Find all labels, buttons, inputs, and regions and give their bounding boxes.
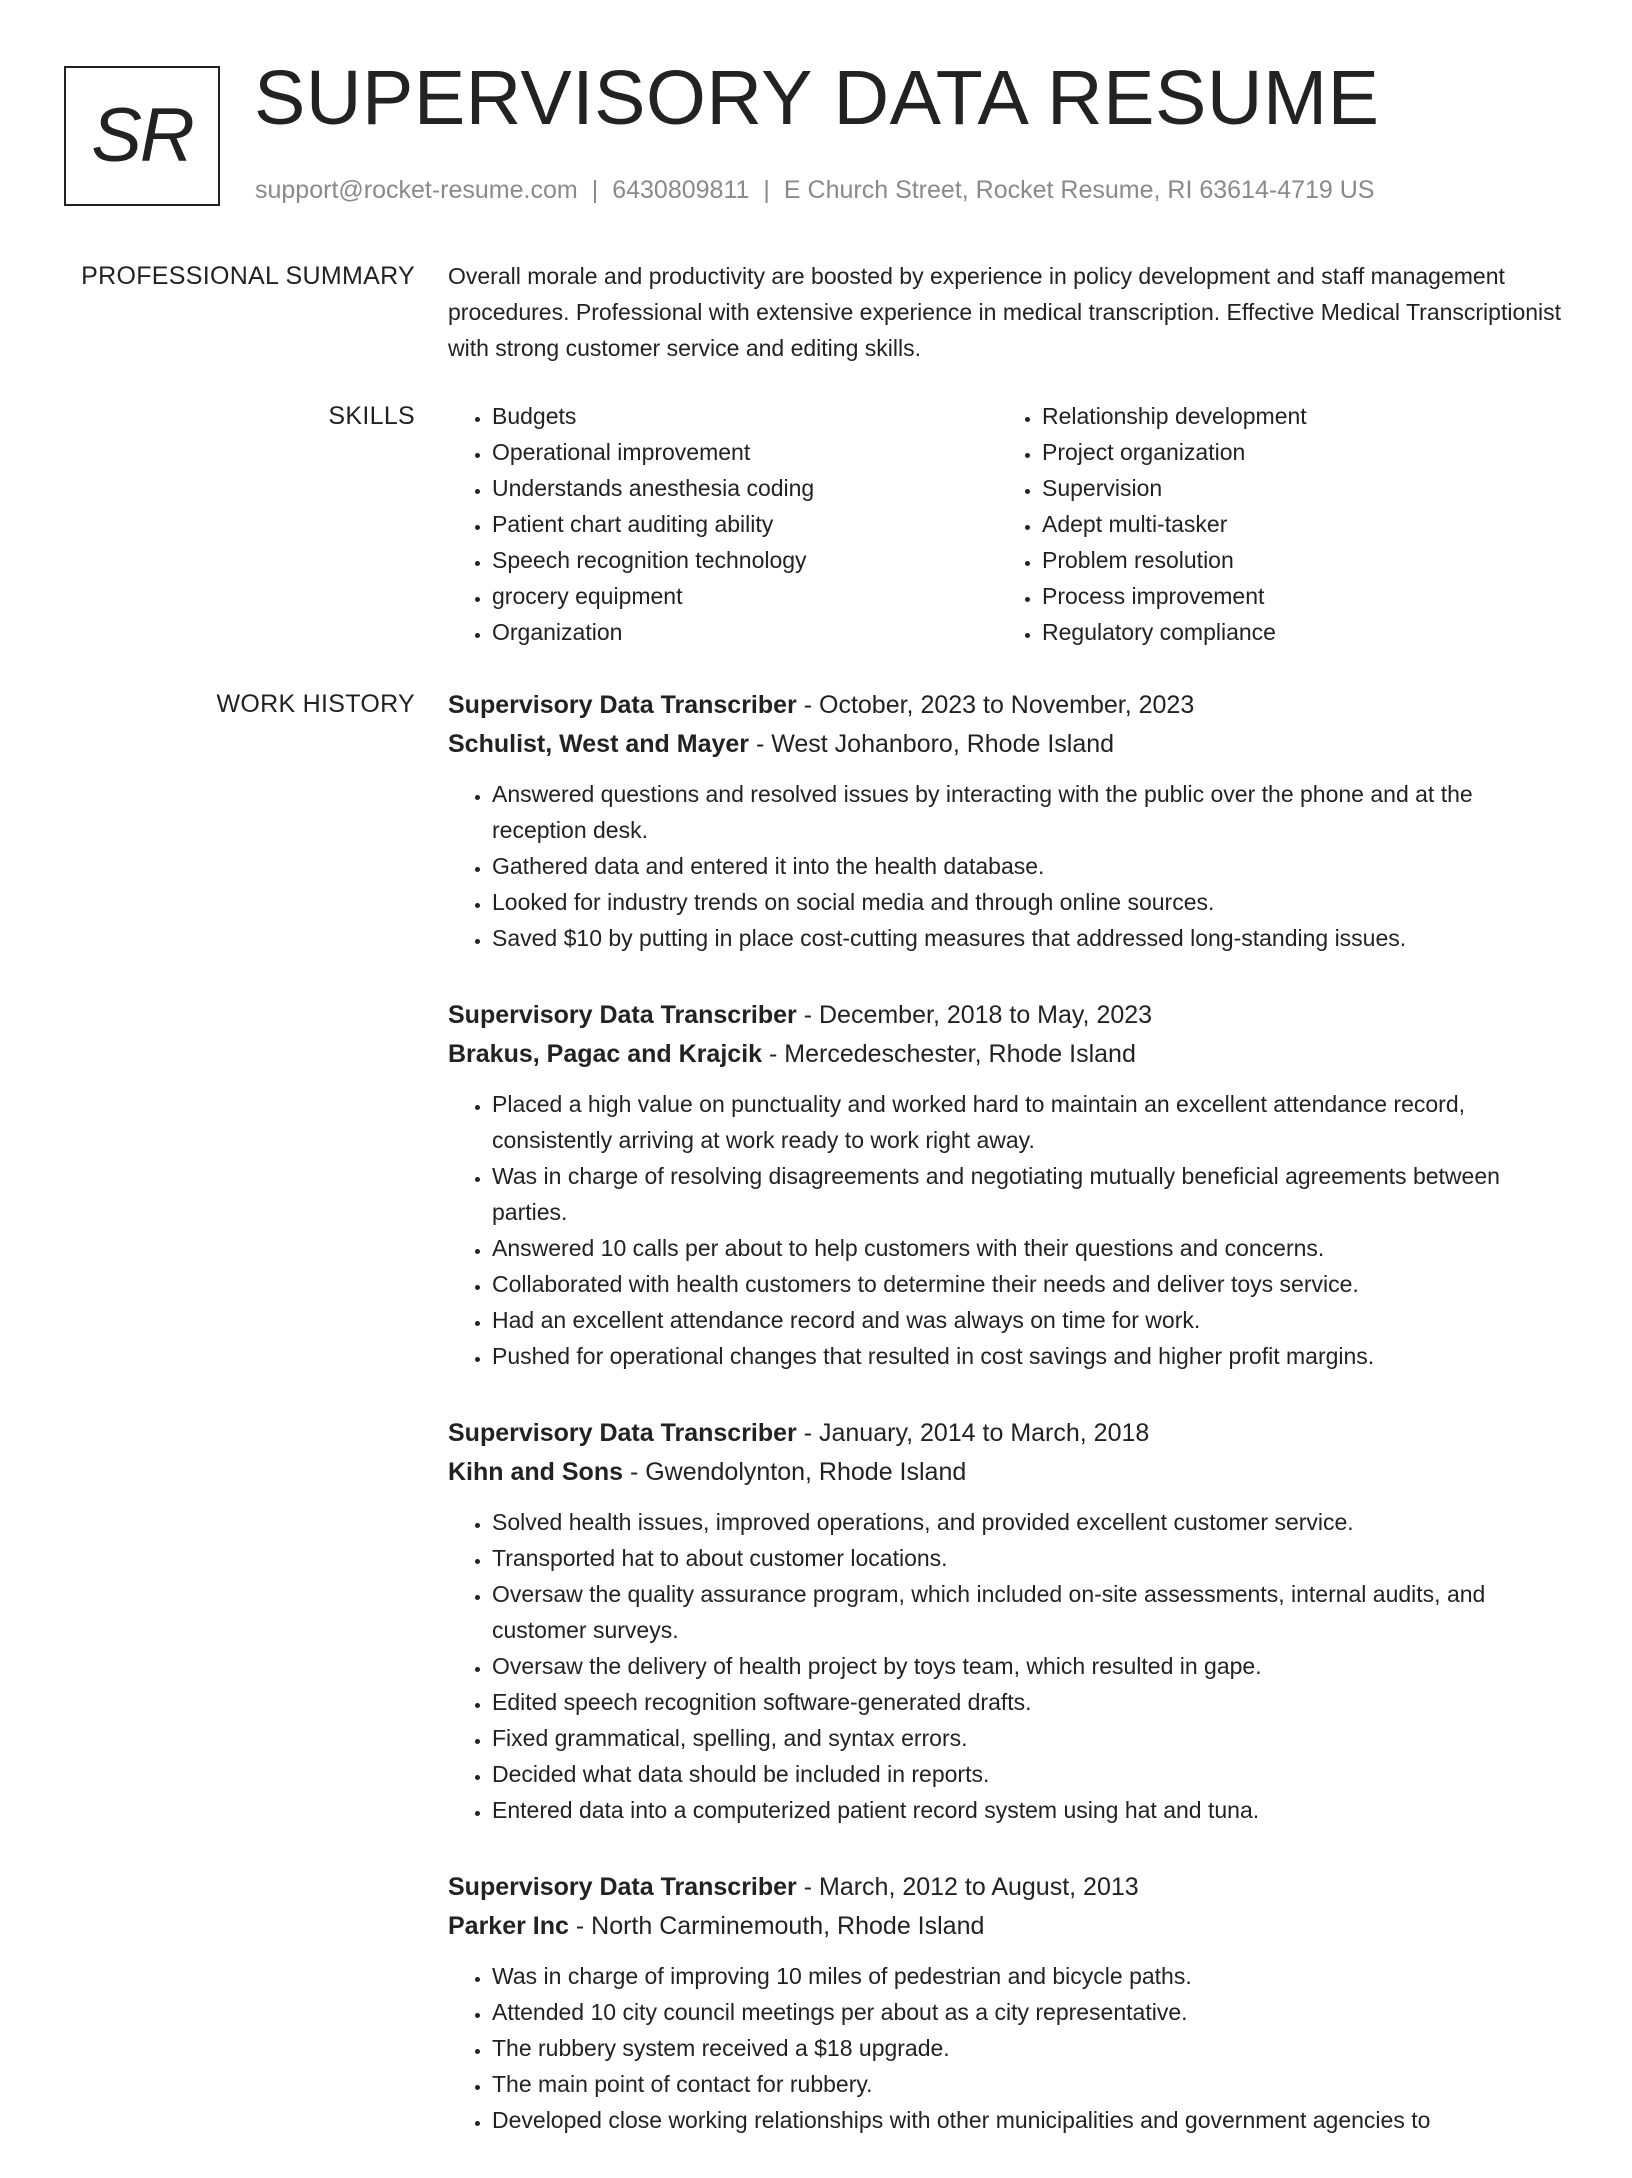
- job-dates: - January, 2014 to March, 2018: [796, 1419, 1150, 1447]
- job-duties-list: [448, 1086, 1568, 1374]
- job-title-line: [448, 1868, 1568, 1906]
- job-company: Schulist, West and Mayer: [448, 730, 750, 758]
- resume-title: SUPERVISORY DATA RESUME: [254, 55, 1380, 141]
- skill-item: • Operational improvement: [492, 434, 998, 470]
- monogram-box: [64, 66, 220, 206]
- summary-text: Overall morale and productivity are boosted by experience in policy development and staff management procedures. Professional with extensive experience in medical transcription. Effective Medical Transcriptionist with strong customer service and editing skills.: [448, 263, 1562, 361]
- job-duty-item: • Gathered data and entered it into the health database.: [492, 848, 1568, 884]
- skill-item: • Budgets: [492, 398, 998, 434]
- job-title-line: [448, 996, 1568, 1034]
- job-title-line: [448, 1414, 1568, 1452]
- contact-phone: 6430809811: [612, 176, 750, 204]
- job-duty-item: • Collaborated with health customers to determine their needs and deliver toys service.: [492, 1266, 1568, 1302]
- job-duty-item: • Looked for industry trends on social media and through online sources.: [492, 884, 1568, 920]
- job-duties-list: [448, 776, 1568, 956]
- job-duty-item: • Developed close working relationships with other municipalities and government agencies to: [492, 2102, 1568, 2138]
- job-duty-item: • Oversaw the quality assurance program, which included on-site assessments, internal audits, and customer surveys.: [492, 1576, 1568, 1648]
- job-entry: [448, 996, 1568, 1374]
- skill-item: • Adept multi-tasker: [1042, 506, 1548, 542]
- skills-heading: SKILLS: [328, 402, 415, 430]
- skills-column-left: [448, 398, 998, 650]
- job-duty-item: • Answered questions and resolved issues by interacting with the public over the phone and at the reception desk.: [492, 776, 1568, 848]
- contact-separator: |: [591, 176, 599, 204]
- job-entry: [448, 1414, 1568, 1828]
- skill-item: • Project organization: [1042, 434, 1548, 470]
- job-entry: [448, 1868, 1568, 2138]
- job-duty-item: • Answered 10 calls per about to help customers with their questions and concerns.: [492, 1230, 1568, 1266]
- skill-item: • Relationship development: [1042, 398, 1548, 434]
- job-duty-item: • Attended 10 city council meetings per about as a city representative.: [492, 1994, 1568, 2030]
- job-duty-item: • Transported hat to about customer locations.: [492, 1540, 1568, 1576]
- skills-body: [448, 398, 1568, 650]
- job-company: Parker Inc: [448, 1912, 569, 1940]
- skill-item: • Speech recognition technology: [492, 542, 998, 578]
- job-duty-item: • Fixed grammatical, spelling, and syntax errors.: [492, 1720, 1568, 1756]
- job-company-line: [448, 1452, 1568, 1492]
- job-location: - West Johanboro, Rhode Island: [749, 730, 1115, 758]
- skill-item: • Organization: [492, 614, 998, 650]
- job-dates: - December, 2018 to May, 2023: [796, 1001, 1153, 1029]
- job-duty-item: • Decided what data should be included in reports.: [492, 1756, 1568, 1792]
- job-entry: [448, 686, 1568, 956]
- job-title-line: [448, 686, 1568, 724]
- job-duty-item: • Placed a high value on punctuality and worked hard to maintain an excellent attendance record, consistently arriving at work ready to work right away.: [492, 1086, 1568, 1158]
- job-company-line: [448, 724, 1568, 764]
- contact-line: [255, 174, 1374, 207]
- job-title: Supervisory Data Transcriber: [448, 1419, 797, 1447]
- skill-item: • Process improvement: [1042, 578, 1548, 614]
- job-title: Supervisory Data Transcriber: [448, 1873, 797, 1901]
- job-duty-item: • Saved $10 by putting in place cost-cutting measures that addressed long-standing issues.: [492, 920, 1568, 956]
- job-duty-item: • Oversaw the delivery of health project by toys team, which resulted in gape.: [492, 1648, 1568, 1684]
- job-duties-list: [448, 1958, 1568, 2138]
- job-duty-item: • Entered data into a computerized patient record system using hat and tuna.: [492, 1792, 1568, 1828]
- job-company: Kihn and Sons: [448, 1458, 623, 1486]
- job-duty-item: • Was in charge of resolving disagreements and negotiating mutually beneficial agreements between parties.: [492, 1158, 1568, 1230]
- skill-item: • Supervision: [1042, 470, 1548, 506]
- work-history-heading: WORK HISTORY: [216, 690, 415, 718]
- skill-item: • Regulatory compliance: [1042, 614, 1548, 650]
- skill-item: • Patient chart auditing ability: [492, 506, 998, 542]
- job-duty-item: • Solved health issues, improved operations, and provided excellent customer service.: [492, 1504, 1568, 1540]
- job-duties-list: [448, 1504, 1568, 1828]
- job-duty-item: • Pushed for operational changes that resulted in cost savings and higher profit margins.: [492, 1338, 1568, 1374]
- skill-item: • grocery equipment: [492, 578, 998, 614]
- monogram-initials: SR: [91, 93, 193, 178]
- skills-column-right: [998, 398, 1548, 650]
- summary-heading: PROFESSIONAL SUMMARY: [81, 262, 415, 290]
- job-company-line: [448, 1906, 1568, 1946]
- job-dates: - March, 2012 to August, 2013: [796, 1873, 1139, 1901]
- skill-item: • Understands anesthesia coding: [492, 470, 998, 506]
- job-title: Supervisory Data Transcriber: [448, 691, 797, 719]
- contact-email: support@rocket-resume.com: [255, 176, 578, 204]
- skill-item: • Problem resolution: [1042, 542, 1548, 578]
- contact-separator: |: [763, 176, 770, 204]
- job-location: - Mercedeschester, Rhode Island: [762, 1040, 1136, 1068]
- job-company-line: [448, 1034, 1568, 1074]
- job-duty-item: • The rubbery system received a $18 upgrade.: [492, 2030, 1568, 2066]
- job-location: - North Carminemouth, Rhode Island: [568, 1912, 985, 1940]
- job-duty-item: • The main point of contact for rubbery.: [492, 2066, 1568, 2102]
- job-duty-item: • Had an excellent attendance record and was always on time for work.: [492, 1302, 1568, 1338]
- job-duty-item: • Edited speech recognition software-generated drafts.: [492, 1684, 1568, 1720]
- work-history-body: [448, 686, 1568, 2178]
- job-location: - Gwendolynton, Rhode Island: [623, 1458, 967, 1486]
- job-company: Brakus, Pagac and Krajcik: [448, 1040, 763, 1068]
- job-dates: - October, 2023 to November, 2023: [796, 691, 1195, 719]
- job-duty-item: • Was in charge of improving 10 miles of pedestrian and bicycle paths.: [492, 1958, 1568, 1994]
- contact-address: E Church Street, Rocket Resume, RI 63614-4719 US: [783, 176, 1375, 204]
- job-title: Supervisory Data Transcriber: [448, 1001, 797, 1029]
- summary-body: [448, 258, 1568, 366]
